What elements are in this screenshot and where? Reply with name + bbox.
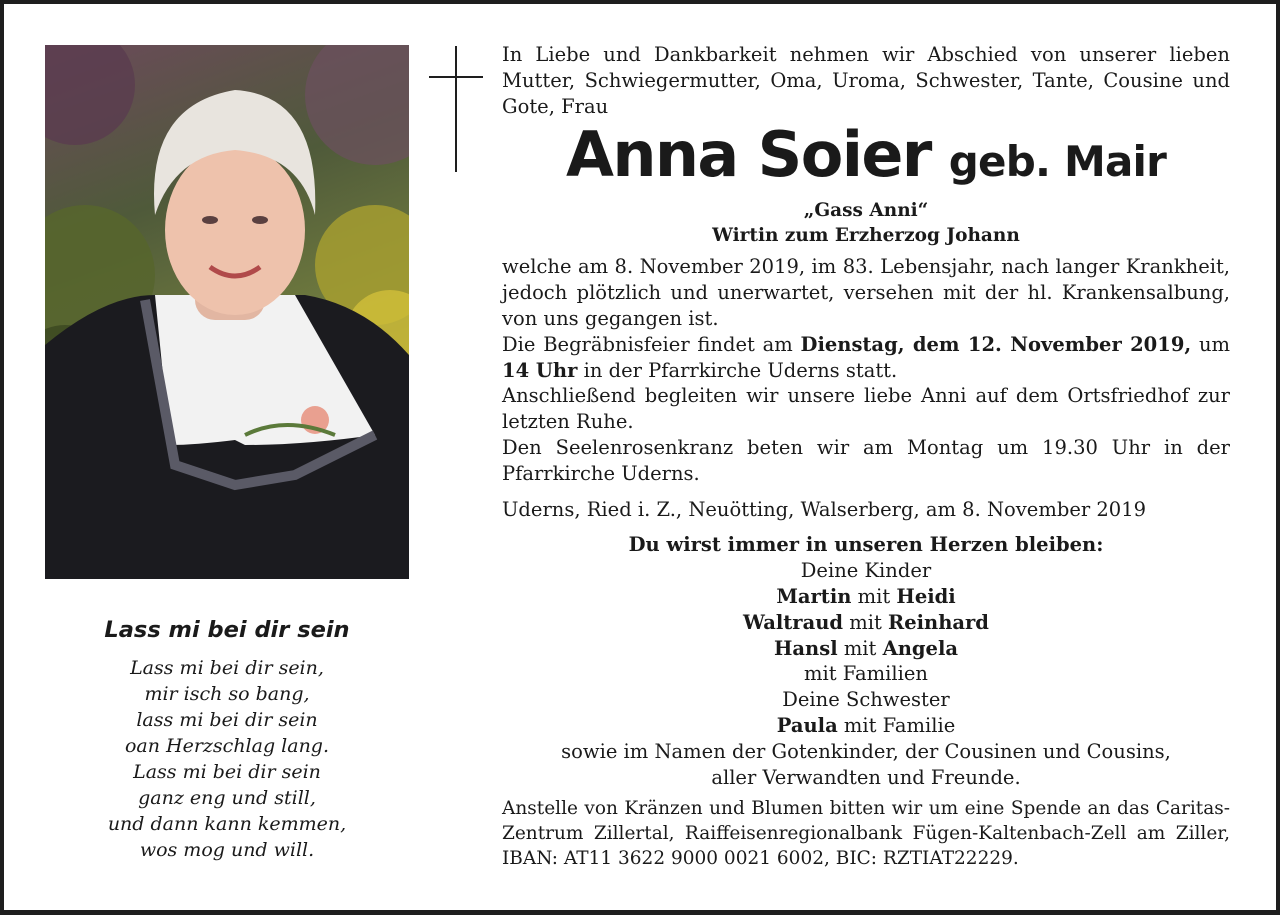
sister-line: Paula mit Familie [776,713,956,737]
funeral-post: in der Pfarrkirche Uderns statt. [577,358,898,382]
others-line-2: aller Verwandten und Freunde. [711,765,1021,789]
poem-line: mir isch so bang, [144,683,310,705]
poem [45,617,409,863]
deceased-name [502,118,1230,202]
others-line-1: sowie im Namen der Gotenkinder, der Cousinen und Cousins, [561,739,1171,763]
death-text: welche am 8. November 2019, im 83. Lebensjahr, nach langer Krankheit, jedoch plötzlich und unerwartet, versehen mit der hl. Krankensalbung, von uns gegangen ist. [502,255,1230,330]
intro-text: In Liebe und Dankbarkeit nehmen wir Abschied von unserer lieben Mutter, Schwiegermutter, Oma, Uroma, Schwester, Tante, Cousine und Gote, Frau [502,43,1230,118]
poem-line: ganz eng und still, [138,787,316,809]
poem-line: lass mi bei dir sein [136,709,318,731]
funeral-date: Dienstag, dem 12. November 2019, [800,332,1192,356]
occupation: Wirtin zum Erzherzog Johann [712,225,1020,247]
portrait-illustration [45,45,409,579]
funeral-text [502,332,1230,384]
poem-line: Lass mi bei dir sein, [130,657,324,679]
name-birth: geb. Mair [948,137,1167,187]
sister-label: Deine Schwester [782,688,950,712]
obituary-text [502,42,1230,871]
children-label: Deine Kinder [800,559,932,583]
funeral-time: 14 Uhr [502,358,578,382]
portrait-photo [45,45,409,579]
name-main: Anna Soier [565,118,931,192]
poem-line: Lass mi bei dir sein [133,761,321,783]
poem-line: wos mog und will. [139,839,315,861]
families-label: mit Familien [804,662,928,686]
funeral-pre: Die Begräbnisfeier findet am [502,332,801,356]
poem-title: Lass mi bei dir sein [104,617,350,643]
couple-line: Waltraud mit Reinhard [743,610,989,634]
couple-line: Martin mit Heidi [776,584,956,608]
place-date: Uderns, Ried i. Z., Neuötting, Walserberg, am 8. November 2019 [502,497,1147,521]
couple-line: Hansl mit Angela [773,636,958,660]
burial-text: Anschließend begleiten wir unsere liebe Anni auf dem Ortsfriedhof zur letzten Ruhe. [502,384,1230,434]
funeral-mid: um [1191,332,1231,356]
nickname: „Gass Anni“ [803,200,929,222]
poem-line: oan Herzschlag lang. [124,735,330,757]
poem-line: und dann kann kemmen, [107,813,347,835]
mourners-heading: Du wirst immer in unseren Herzen bleiben: [628,533,1104,557]
donation-text: Anstelle von Kränzen und Blumen bitten wir um eine Spende an das Caritas-Zentrum Zillertal, Raiffeisenregionalbank Fügen-Kaltenbach-Zell am Ziller, IBAN: AT11 3622 9000 0021 6002, BIC: RZTIAT22229. [502,798,1230,870]
rosary-text: Den Seelenrosenkranz beten wir am Montag um 19.30 Uhr in der Pfarrkirche Uderns. [502,435,1230,485]
